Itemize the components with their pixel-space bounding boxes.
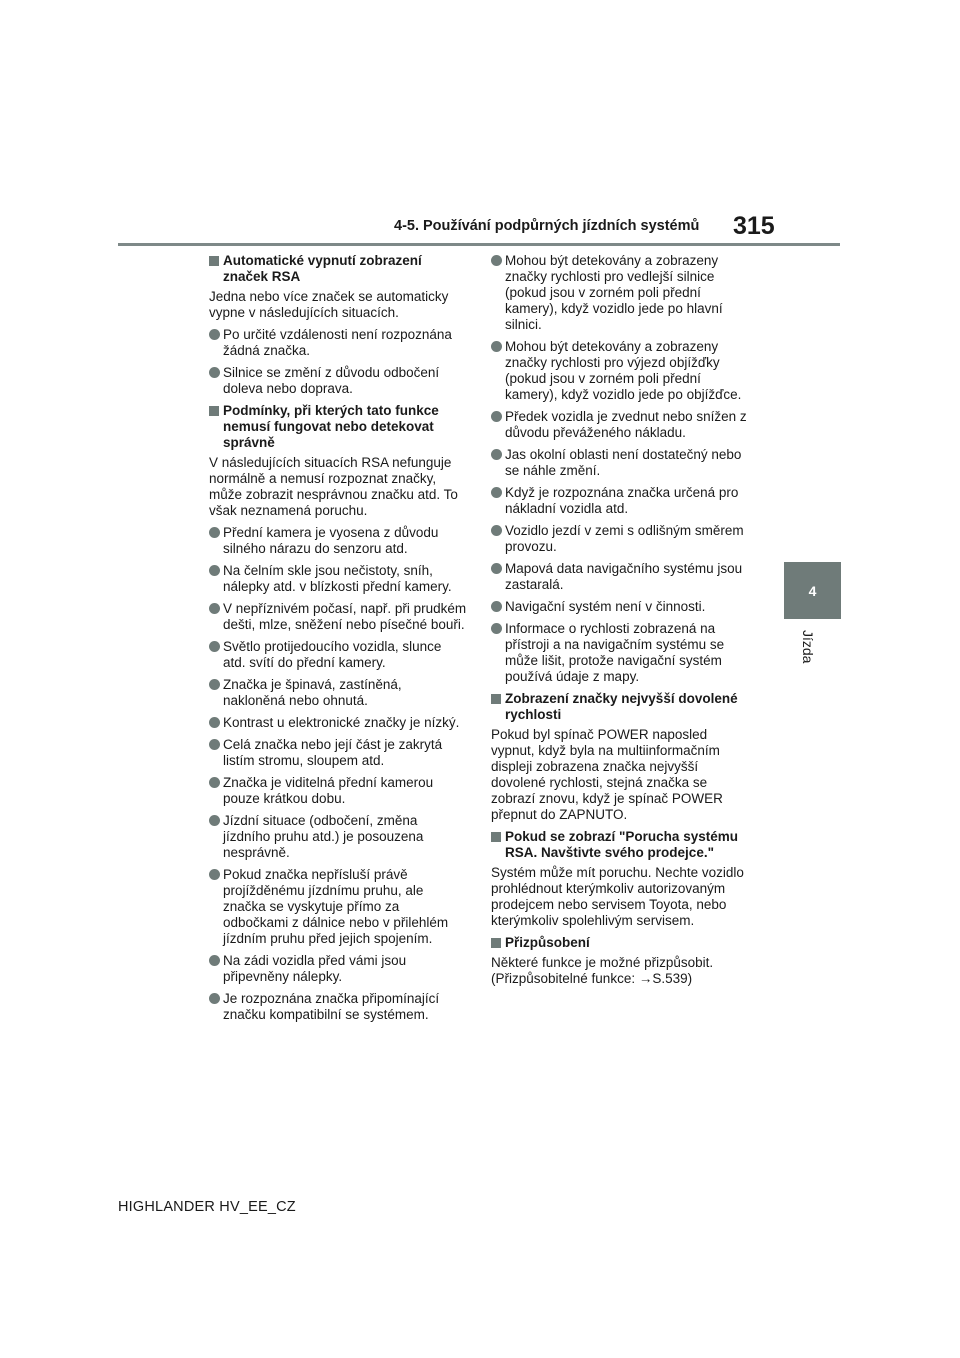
circle-bullet-icon xyxy=(209,367,220,378)
circle-bullet-icon xyxy=(491,411,502,422)
para-text: Pokud byl spínač POWER naposled vypnut, když byla na multiinformačním displeji zobrazena značka nejvyšší dovolené rychlosti, stejná značka se zobrazí znovu, když je spínač POWER přepnut do ZAPNUTO. xyxy=(491,727,723,822)
square-bullet-icon xyxy=(491,694,501,704)
list-item xyxy=(491,485,749,517)
bullet-text: Předek vozidla je zvednut nebo snížen z důvodu převáženého nákladu. xyxy=(505,409,747,440)
circle-bullet-icon xyxy=(209,329,220,340)
circle-bullet-icon xyxy=(491,623,502,634)
para-text: Systém může mít poruchu. Nechte vozidlo prohlédnout kterýmkoliv autorizovaným prodejcem nebo servisem Toyota, nebo kterýmkoliv spolehlivým servisem. xyxy=(491,865,744,928)
bullet-text: Na zádi vozidla před vámi jsou připevněny nálepky. xyxy=(223,953,407,984)
circle-bullet-icon xyxy=(209,993,220,1004)
circle-bullet-icon xyxy=(209,717,220,728)
circle-bullet-icon xyxy=(491,525,502,536)
chapter-label: Jízda xyxy=(800,630,816,664)
paragraph xyxy=(491,727,749,823)
circle-bullet-icon xyxy=(491,255,502,266)
circle-bullet-icon xyxy=(209,815,220,826)
circle-bullet-icon xyxy=(209,641,220,652)
bullet-text: Jas okolní oblasti není dostatečný nebo se náhle změní. xyxy=(505,447,742,478)
circle-bullet-icon xyxy=(209,869,220,880)
square-bullet-icon xyxy=(209,256,219,266)
heading-text: Pokud se zobrazí "Porucha systému RSA. Navštivte svého prodejce." xyxy=(505,829,738,860)
page-number: 315 xyxy=(733,212,775,240)
list-item xyxy=(209,715,467,731)
bullet-text: Značka je špinavá, zastíněná, nakloněná nebo ohnutá. xyxy=(223,677,402,708)
circle-bullet-icon xyxy=(491,601,502,612)
heading-text: Přizpůsobení xyxy=(505,935,590,950)
section-heading xyxy=(491,829,749,861)
circle-bullet-icon xyxy=(209,603,220,614)
circle-bullet-icon xyxy=(491,341,502,352)
circle-bullet-icon xyxy=(209,565,220,576)
bullet-text: V nepříznivém počasí, např. při prudkém dešti, mlze, sněžení nebo písečné bouři. xyxy=(223,601,467,632)
list-item xyxy=(491,599,749,615)
list-item xyxy=(491,409,749,441)
list-item xyxy=(209,525,467,557)
bullet-text: Přední kamera je vyosena z důvodu silného nárazu do senzoru atd. xyxy=(223,525,439,556)
bullet-text: Značka je viditelná přední kamerou pouze krátkou dobu. xyxy=(223,775,434,806)
square-bullet-icon xyxy=(209,406,219,416)
list-item xyxy=(209,737,467,769)
bullet-text: Světlo protijedoucího vozidla, slunce atd. svítí do přední kamery. xyxy=(223,639,442,670)
list-item xyxy=(209,677,467,709)
list-item xyxy=(209,991,467,1023)
bullet-text: Mapová data navigačního systému jsou zastaralá. xyxy=(505,561,743,592)
circle-bullet-icon xyxy=(209,955,220,966)
list-item xyxy=(491,561,749,593)
heading-text: Podmínky, při kterých tato funkce nemusí fungovat nebo detekovat správně xyxy=(223,403,439,450)
circle-bullet-icon xyxy=(209,777,220,788)
para-text: V následujících situacích RSA nefunguje normálně a nemusí rozpoznat značky, může zobrazit nesprávnou značku atd. To však neznamená poruchu. xyxy=(209,455,458,518)
bullet-text: Kontrast u elektronické značky je nízký. xyxy=(223,715,460,730)
bullet-text: Vozidlo jezdí v zemi s odlišným směrem provozu. xyxy=(505,523,744,554)
para-text: Jedna nebo více značek se automaticky vypne v následujících situacích. xyxy=(209,289,449,320)
list-item xyxy=(209,639,467,671)
square-bullet-icon xyxy=(491,832,501,842)
header-divider xyxy=(118,243,840,246)
paragraph xyxy=(209,455,467,519)
list-item xyxy=(209,775,467,807)
list-item xyxy=(491,621,749,685)
paragraph xyxy=(209,289,467,321)
list-item xyxy=(491,523,749,555)
list-item xyxy=(491,447,749,479)
bullet-text: Mohou být detekovány a zobrazeny značky rychlosti pro vedlejší silnice (pokud jsou v zorném poli přední kamery), když vozidlo jede po hlavní silnici. xyxy=(505,253,723,332)
right-column xyxy=(491,253,749,993)
bullet-text: Jízdní situace (odbočení, změna jízdního pruhu atd.) je posouzena nesprávně. xyxy=(223,813,424,860)
paragraph xyxy=(491,865,749,929)
list-item xyxy=(491,253,749,333)
bullet-text: Je rozpoznána značka připomínající značku kompatibilní se systémem. xyxy=(223,991,440,1022)
circle-bullet-icon xyxy=(209,679,220,690)
list-item xyxy=(209,813,467,861)
list-item xyxy=(491,339,749,403)
circle-bullet-icon xyxy=(491,563,502,574)
chapter-tab[interactable] xyxy=(784,562,841,619)
square-bullet-icon xyxy=(491,938,501,948)
bullet-text: Informace o rychlosti zobrazená na přístroji a na navigačním systému se může lišit, protože navigační systém používá údaje z mapy. xyxy=(505,621,725,684)
list-item xyxy=(209,953,467,985)
bullet-text: Silnice se změní z důvodu odbočení doleva nebo doprava. xyxy=(223,365,440,396)
circle-bullet-icon xyxy=(491,449,502,460)
section-title: 4-5. Používání podpůrných jízdních systémů xyxy=(394,218,700,234)
circle-bullet-icon xyxy=(491,487,502,498)
heading-text: Automatické vypnutí zobrazení značek RSA xyxy=(223,253,422,284)
bullet-text: Pokud značka nepřísluší právě projížděnému jízdnímu pruhu, ale značka se vyskytuje přímo za odbočkami z dálnice nebo v přilehlém jízdním pruhu před jejich spojením. xyxy=(223,867,449,946)
bullet-text: Po určité vzdálenosti není rozpoznána žádná značka. xyxy=(223,327,452,358)
list-item xyxy=(209,563,467,595)
left-column xyxy=(209,253,467,1029)
list-item xyxy=(209,365,467,397)
section-heading xyxy=(491,935,749,951)
heading-text: Zobrazení značky nejvyšší dovolené rychlosti xyxy=(505,691,738,722)
para-text: Některé funkce je možné přizpůsobit. (Přizpůsobitelné funkce: →S.539) xyxy=(491,955,714,986)
section-heading xyxy=(209,403,467,451)
bullet-text: Na čelním skle jsou nečistoty, sníh, nálepky atd. v blízkosti přední kamery. xyxy=(223,563,452,594)
paragraph xyxy=(491,955,749,987)
circle-bullet-icon xyxy=(209,527,220,538)
section-heading xyxy=(209,253,467,285)
bullet-text: Když je rozpoznána značka určená pro nákladní vozidla atd. xyxy=(505,485,739,516)
chapter-tab-number: 4 xyxy=(808,582,817,599)
list-item xyxy=(209,601,467,633)
document-footer: HIGHLANDER HV_EE_CZ xyxy=(118,1199,296,1215)
circle-bullet-icon xyxy=(209,739,220,750)
bullet-text: Mohou být detekovány a zobrazeny značky rychlosti pro výjezd objížďky (pokud jsou v zorném poli přední kamery), když vozidlo jede po objížďce. xyxy=(505,339,742,402)
list-item xyxy=(209,867,467,947)
bullet-text: Celá značka nebo její část je zakrytá listím stromu, sloupem atd. xyxy=(223,737,443,768)
bullet-text: Navigační systém není v činnosti. xyxy=(505,599,706,614)
list-item xyxy=(209,327,467,359)
section-heading xyxy=(491,691,749,723)
